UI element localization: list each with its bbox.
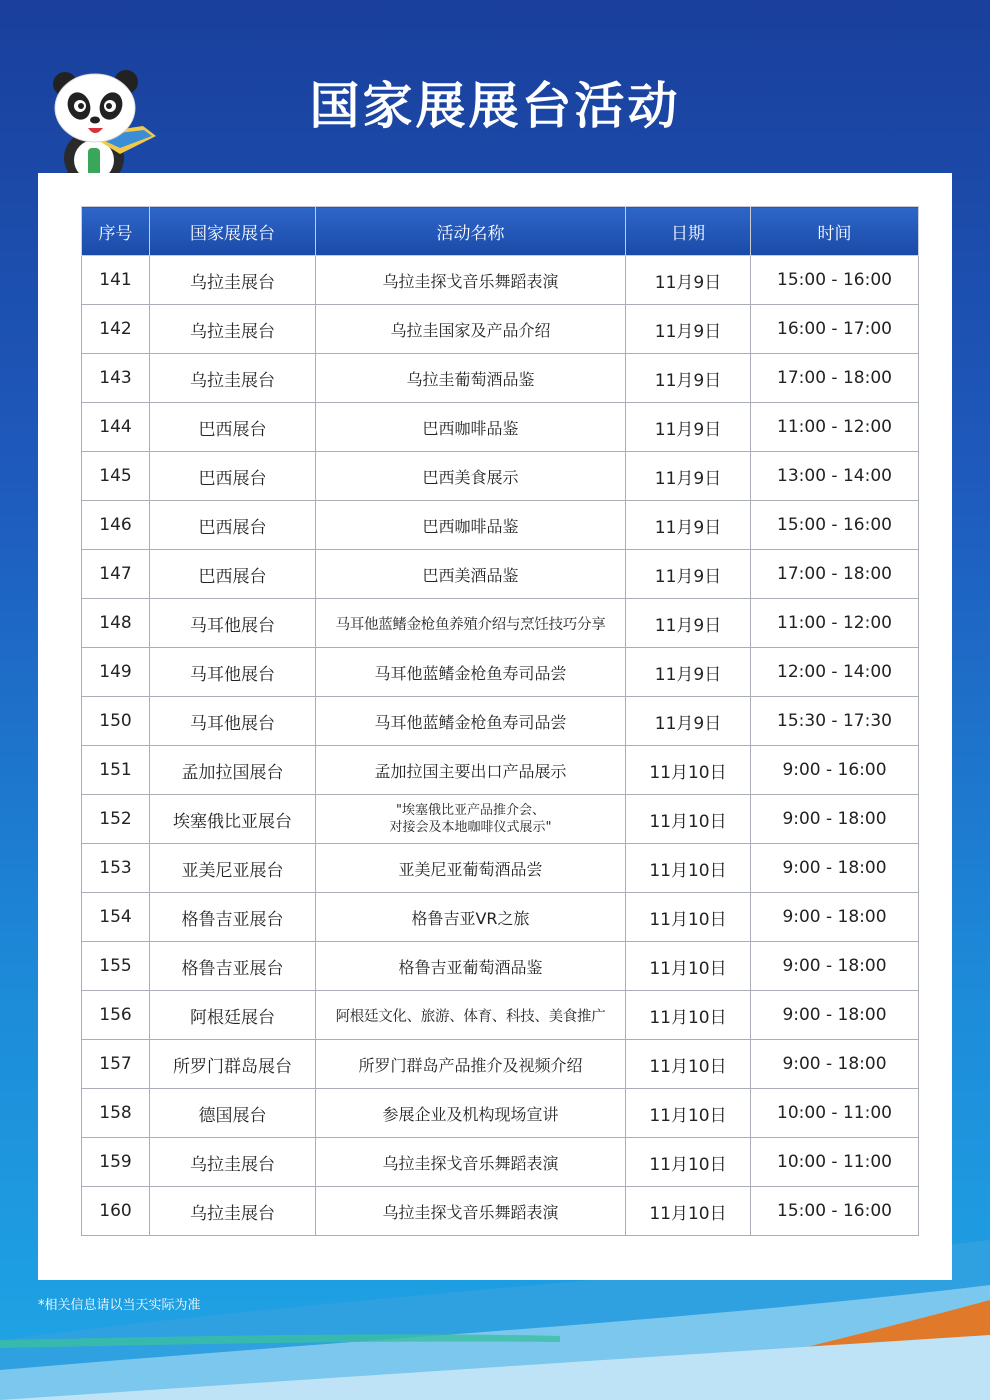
cell-seq: 141 bbox=[82, 256, 150, 305]
cell-booth: 巴西展台 bbox=[150, 403, 316, 452]
cell-booth: 孟加拉国展台 bbox=[150, 746, 316, 795]
cell-time: 9:00 - 18:00 bbox=[751, 942, 919, 991]
cell-activity: 巴西咖啡品鉴 bbox=[316, 403, 626, 452]
table-row bbox=[82, 550, 919, 599]
header-time: 时间 bbox=[751, 207, 919, 256]
cell-booth: 乌拉圭展台 bbox=[150, 354, 316, 403]
cell-time: 13:00 - 14:00 bbox=[751, 452, 919, 501]
cell-date: 11月9日 bbox=[626, 697, 751, 746]
cell-seq: 146 bbox=[82, 501, 150, 550]
cell-time: 9:00 - 18:00 bbox=[751, 991, 919, 1040]
cell-seq: 159 bbox=[82, 1138, 150, 1187]
cell-activity: 阿根廷文化、旅游、体育、科技、美食推广 bbox=[316, 991, 626, 1040]
cell-booth: 巴西展台 bbox=[150, 452, 316, 501]
cell-date: 11月10日 bbox=[626, 991, 751, 1040]
cell-booth: 乌拉圭展台 bbox=[150, 305, 316, 354]
cell-activity: 孟加拉国主要出口产品展示 bbox=[316, 746, 626, 795]
cell-seq: 148 bbox=[82, 599, 150, 648]
cell-date: 11月10日 bbox=[626, 942, 751, 991]
schedule-panel bbox=[38, 173, 952, 1280]
table-row bbox=[82, 1187, 919, 1236]
table-row bbox=[82, 1040, 919, 1089]
header-booth: 国家展展台 bbox=[150, 207, 316, 256]
cell-date: 11月9日 bbox=[626, 648, 751, 697]
cell-date: 11月9日 bbox=[626, 452, 751, 501]
cell-time: 16:00 - 17:00 bbox=[751, 305, 919, 354]
cell-time: 11:00 - 12:00 bbox=[751, 599, 919, 648]
cell-booth: 巴西展台 bbox=[150, 550, 316, 599]
cell-time: 17:00 - 18:00 bbox=[751, 354, 919, 403]
cell-activity: 参展企业及机构现场宣讲 bbox=[316, 1089, 626, 1138]
cell-time: 10:00 - 11:00 bbox=[751, 1138, 919, 1187]
footnote: *相关信息请以当天实际为准 bbox=[38, 1298, 201, 1313]
cell-activity: 马耳他蓝鳍金枪鱼养殖介绍与烹饪技巧分享 bbox=[316, 599, 626, 648]
cell-date: 11月10日 bbox=[626, 1138, 751, 1187]
cell-activity: 乌拉圭国家及产品介绍 bbox=[316, 305, 626, 354]
table-row bbox=[82, 648, 919, 697]
cell-date: 11月9日 bbox=[626, 599, 751, 648]
cell-seq: 153 bbox=[82, 844, 150, 893]
table-header-row bbox=[82, 207, 919, 256]
cell-activity bbox=[316, 795, 626, 844]
cell-seq: 155 bbox=[82, 942, 150, 991]
cell-date: 11月10日 bbox=[626, 795, 751, 844]
cell-time: 17:00 - 18:00 bbox=[751, 550, 919, 599]
schedule-table bbox=[81, 206, 919, 1236]
cell-activity-line1: "埃塞俄比亚产品推介会、 bbox=[396, 803, 545, 818]
cell-booth: 巴西展台 bbox=[150, 501, 316, 550]
cell-activity: 马耳他蓝鳍金枪鱼寿司品尝 bbox=[316, 697, 626, 746]
table-row bbox=[82, 893, 919, 942]
cell-seq: 156 bbox=[82, 991, 150, 1040]
cell-booth: 马耳他展台 bbox=[150, 648, 316, 697]
cell-time: 9:00 - 18:00 bbox=[751, 1040, 919, 1089]
cell-booth: 阿根廷展台 bbox=[150, 991, 316, 1040]
cell-activity: 乌拉圭葡萄酒品鉴 bbox=[316, 354, 626, 403]
cell-time: 15:30 - 17:30 bbox=[751, 697, 919, 746]
cell-booth: 马耳他展台 bbox=[150, 599, 316, 648]
table-row bbox=[82, 256, 919, 305]
cell-booth: 马耳他展台 bbox=[150, 697, 316, 746]
cell-time: 11:00 - 12:00 bbox=[751, 403, 919, 452]
cell-seq: 157 bbox=[82, 1040, 150, 1089]
cell-booth: 乌拉圭展台 bbox=[150, 1187, 316, 1236]
cell-date: 11月9日 bbox=[626, 550, 751, 599]
cell-date: 11月10日 bbox=[626, 1040, 751, 1089]
table-row bbox=[82, 305, 919, 354]
cell-time: 10:00 - 11:00 bbox=[751, 1089, 919, 1138]
cell-date: 11月9日 bbox=[626, 305, 751, 354]
cell-seq: 142 bbox=[82, 305, 150, 354]
cell-activity: 巴西美食展示 bbox=[316, 452, 626, 501]
cell-date: 11月10日 bbox=[626, 1089, 751, 1138]
cell-booth: 亚美尼亚展台 bbox=[150, 844, 316, 893]
cell-time: 12:00 - 14:00 bbox=[751, 648, 919, 697]
cell-time: 9:00 - 18:00 bbox=[751, 844, 919, 893]
header-activity: 活动名称 bbox=[316, 207, 626, 256]
cell-booth: 格鲁吉亚展台 bbox=[150, 893, 316, 942]
cell-date: 11月10日 bbox=[626, 844, 751, 893]
table-row bbox=[82, 599, 919, 648]
cell-date: 11月9日 bbox=[626, 354, 751, 403]
header-date: 日期 bbox=[626, 207, 751, 256]
cell-activity: 巴西咖啡品鉴 bbox=[316, 501, 626, 550]
cell-activity: 马耳他蓝鳍金枪鱼寿司品尝 bbox=[316, 648, 626, 697]
cell-time: 9:00 - 16:00 bbox=[751, 746, 919, 795]
table-row bbox=[82, 746, 919, 795]
table-row bbox=[82, 991, 919, 1040]
table-row bbox=[82, 403, 919, 452]
cell-seq: 143 bbox=[82, 354, 150, 403]
cell-time: 15:00 - 16:00 bbox=[751, 256, 919, 305]
cell-seq: 147 bbox=[82, 550, 150, 599]
table-row bbox=[82, 795, 919, 844]
table-row bbox=[82, 354, 919, 403]
cell-activity: 格鲁吉亚葡萄酒品鉴 bbox=[316, 942, 626, 991]
cell-activity: 乌拉圭探戈音乐舞蹈表演 bbox=[316, 1138, 626, 1187]
cell-date: 11月10日 bbox=[626, 1187, 751, 1236]
cell-seq: 149 bbox=[82, 648, 150, 697]
table-row bbox=[82, 942, 919, 991]
cell-seq: 145 bbox=[82, 452, 150, 501]
cell-booth: 所罗门群岛展台 bbox=[150, 1040, 316, 1089]
cell-time: 9:00 - 18:00 bbox=[751, 893, 919, 942]
cell-booth: 格鲁吉亚展台 bbox=[150, 942, 316, 991]
cell-time: 15:00 - 16:00 bbox=[751, 1187, 919, 1236]
table-row bbox=[82, 1138, 919, 1187]
cell-seq: 160 bbox=[82, 1187, 150, 1236]
cell-activity: 乌拉圭探戈音乐舞蹈表演 bbox=[316, 256, 626, 305]
cell-activity: 格鲁吉亚VR之旅 bbox=[316, 893, 626, 942]
cell-seq: 151 bbox=[82, 746, 150, 795]
cell-date: 11月9日 bbox=[626, 256, 751, 305]
cell-time: 9:00 - 18:00 bbox=[751, 795, 919, 844]
cell-booth: 乌拉圭展台 bbox=[150, 1138, 316, 1187]
cell-activity: 乌拉圭探戈音乐舞蹈表演 bbox=[316, 1187, 626, 1236]
page-title: 国家展展台活动 bbox=[309, 77, 681, 135]
cell-booth: 德国展台 bbox=[150, 1089, 316, 1138]
cell-seq: 154 bbox=[82, 893, 150, 942]
cell-activity: 亚美尼亚葡萄酒品尝 bbox=[316, 844, 626, 893]
cell-seq: 150 bbox=[82, 697, 150, 746]
table-row bbox=[82, 452, 919, 501]
cell-date: 11月10日 bbox=[626, 893, 751, 942]
cell-time: 15:00 - 16:00 bbox=[751, 501, 919, 550]
cell-booth: 乌拉圭展台 bbox=[150, 256, 316, 305]
cell-seq: 152 bbox=[82, 795, 150, 844]
table-row bbox=[82, 844, 919, 893]
table-row bbox=[82, 1089, 919, 1138]
cell-date: 11月10日 bbox=[626, 746, 751, 795]
header-seq: 序号 bbox=[82, 207, 150, 256]
cell-seq: 144 bbox=[82, 403, 150, 452]
cell-activity: 所罗门群岛产品推介及视频介绍 bbox=[316, 1040, 626, 1089]
cell-activity: 巴西美酒品鉴 bbox=[316, 550, 626, 599]
cell-date: 11月9日 bbox=[626, 501, 751, 550]
table-row bbox=[82, 697, 919, 746]
cell-booth: 埃塞俄比亚展台 bbox=[150, 795, 316, 844]
cell-seq: 158 bbox=[82, 1089, 150, 1138]
table-row bbox=[82, 501, 919, 550]
cell-date: 11月9日 bbox=[626, 403, 751, 452]
cell-activity-line2: 对接会及本地咖啡仪式展示" bbox=[389, 820, 552, 835]
